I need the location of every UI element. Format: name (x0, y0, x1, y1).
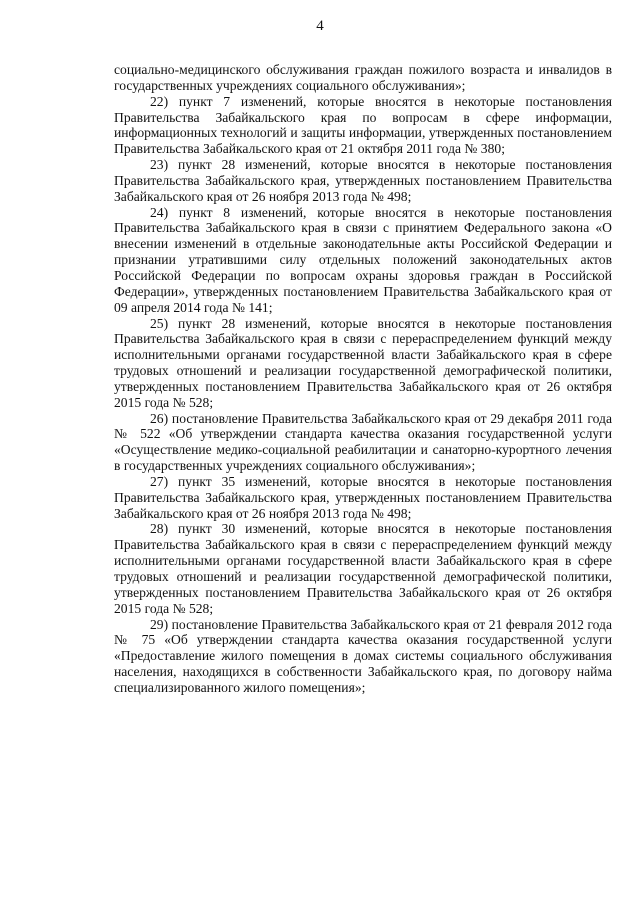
list-item-28: 28) пункт 30 изменений, которые вносятся в некоторые постановления Правительства Забайкальского края в связи с перераспределением функций между исполнительными органами государственной власти Забайкальского края в сфере трудовых отношений и реализации государственной демографической политики, утвержденных постановлением Правительства Забайкальского края от 26 октября 2015 года № 528; (114, 521, 612, 616)
list-item-27: 27) пункт 35 изменений, которые вносятся в некоторые постановления Правительства Забайкальского края, утвержденных постановлением Правительства Забайкальского края от 26 ноября 2013 года № 498; (114, 473, 612, 521)
list-item-22: 22) пункт 7 изменений, которые вносятся в некоторые постановления Правительства Забайкальского края по вопросам в сфере информации, информационных технологий и защиты информации, утвержденных постановлением Правительства Забайкальского края от 21 октября 2011 года № 380; (114, 93, 612, 157)
paragraph-continuation: социально-медицинского обслуживания граждан пожилого возраста и инвалидов в государственных учреждениях социального обслуживания»; (114, 62, 612, 93)
list-item-25: 25) пункт 28 изменений, которые вносятся в некоторые постановления Правительства Забайкальского края в связи с перераспределением функций между исполнительными органами государственной власти Забайкальского края в сфере трудовых отношений и реализации государственной демографической политики, утвержденных постановлением Правительства Забайкальского края от 26 октября 2015 года № 528; (114, 315, 612, 410)
document-body (114, 62, 612, 696)
list-item-26: 26) постановление Правительства Забайкальского края от 29 декабря 2011 года № 522 «Об утверждении стандарта качества оказания государственной услуги «Осуществление медико-социальной реабилитации и санаторно-курортного лечения в государственных учреждениях социального обслуживания»; (114, 410, 612, 474)
page-number: 4 (316, 18, 324, 34)
list-item-24: 24) пункт 8 изменений, которые вносятся в некоторые постановления Правительства Забайкальского края в связи с принятием Федерального закона «О внесении изменений в отдельные законодательные акты Российской Федерации и признании утратившими силу отдельных положений законодательных актов Российской Федерации по вопросам охраны здоровья граждан в Российской Федерации», утвержденных постановлением Правительства Забайкальского края от 09 апреля 2014 года № 141; (114, 204, 612, 315)
list-item-23: 23) пункт 28 изменений, которые вносятся в некоторые постановления Правительства Забайкальского края, утвержденных постановлением Правительства Забайкальского края от 26 ноября 2013 года № 498; (114, 157, 612, 204)
list-item-29: 29) постановление Правительства Забайкальского края от 21 февраля 2012 года № 75 «Об утверждении стандарта качества оказания государственной услуги «Предоставление жилого помещения в домах системы социального обслуживания населения, находящихся в собственности Забайкальского края, по договору найма специализированного жилого помещения»; (114, 616, 612, 695)
